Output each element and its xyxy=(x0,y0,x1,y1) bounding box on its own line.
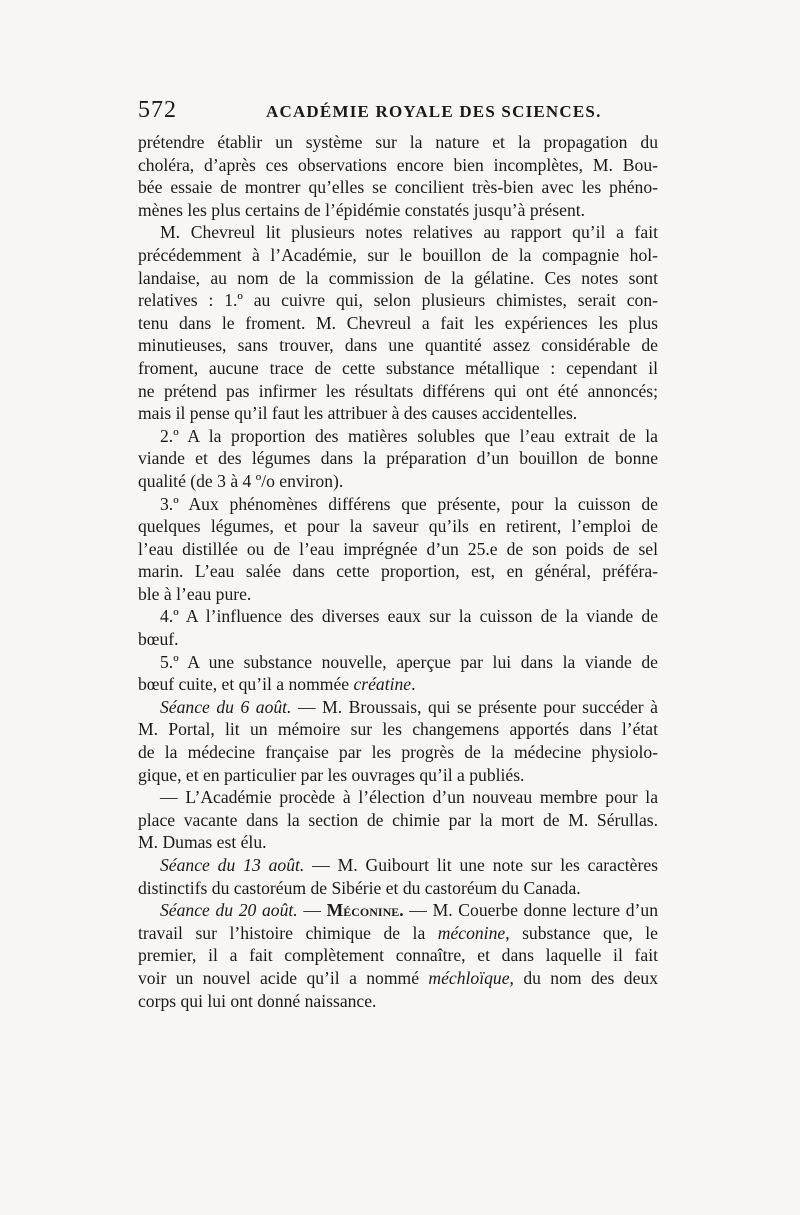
text-line xyxy=(138,447,658,470)
text-run: — M. Couerbe donne lecture d’un xyxy=(403,900,658,921)
text-run: M. Dumas est élu. xyxy=(138,832,267,853)
text-run: 3.º Aux phénomènes différens que présente, pour la cuisson de xyxy=(160,493,658,514)
text-line xyxy=(138,131,658,154)
text-run: qualité (de 3 à 4 º/o environ). xyxy=(138,470,344,491)
text-run: Séance du 13 août. xyxy=(160,855,305,875)
text-run: créatine xyxy=(353,674,412,695)
text-run: Séance du 20 août. xyxy=(160,900,298,921)
text-run: 2.º A la proportion des matières solubles que l’eau extrait de la xyxy=(160,425,658,446)
text-line xyxy=(138,673,658,696)
text-run: distinctifs du castoréum de Sibérie et du castoréum du Canada. xyxy=(138,877,581,898)
text-line xyxy=(138,199,658,222)
text-run: premier, il a fait complètement connaître, et dans laquelle il fait xyxy=(138,945,658,966)
text-line xyxy=(138,764,658,787)
text-run: minutieuses, sans trouver, dans une quantité assez considérable de xyxy=(138,335,658,356)
text-run: Séance du 6 août. xyxy=(160,696,292,717)
text-run: de la médecine française par les progrès de la médecine physiolo- xyxy=(138,742,658,763)
text-line xyxy=(138,312,658,335)
text-run: corps qui lui ont donné naissance. xyxy=(138,990,377,1011)
text-run: — M. Broussais, qui se présente pour succéder à xyxy=(291,696,658,717)
text-run: ne prétend pas infirmer les résultats différens qui ont été annoncés; xyxy=(138,380,658,401)
text-line xyxy=(138,786,658,809)
text-line xyxy=(138,221,658,244)
text-run: bée essaie de montrer qu’elles se concilient très-bien avec les phéno- xyxy=(138,177,658,198)
text-line xyxy=(138,267,658,290)
text-line xyxy=(138,154,658,177)
text-run: bœuf cuite, et qu’il a nommée xyxy=(138,674,354,695)
running-title: ACADÉMIE ROYALE DES SCIENCES. xyxy=(266,102,602,121)
text-run: l’eau distillée ou de l’eau imprégnée d’un 25.e de son poids de sel xyxy=(138,538,658,559)
text-run: — M. Guibourt lit une note sur les caractères xyxy=(304,855,658,875)
text-line xyxy=(138,538,658,561)
text-run: relatives : 1.º au cuivre qui, selon plusieurs chimistes, serait con- xyxy=(138,290,658,311)
text-run: place vacante dans la section de chimie par la mort de M. Sérullas. xyxy=(138,809,658,830)
text-line xyxy=(138,470,658,493)
text-run: . xyxy=(411,674,416,695)
text-line xyxy=(138,990,658,1013)
text-run: 5.º A une substance nouvelle, aperçue par lui dans la viande de xyxy=(160,651,658,672)
text-line xyxy=(138,176,658,199)
text-run: méchloïque xyxy=(428,967,510,988)
text-run: marin. L’eau salée dans cette proportion, est, en général, préféra- xyxy=(138,561,658,582)
text-run: prétendre établir un système sur la nature et la propagation du xyxy=(138,132,658,152)
text-line xyxy=(138,357,658,380)
page-number: 572 xyxy=(138,97,177,123)
text-run: gique, et en particulier par les ouvrages qu’il a publiés. xyxy=(138,764,525,785)
text-line xyxy=(138,515,658,538)
text-line xyxy=(138,560,658,583)
text-line xyxy=(138,877,658,900)
text-run: choléra, d’après ces observations encore bien incomplètes, M. Bou- xyxy=(138,154,658,175)
text-run: , substance que, le xyxy=(505,922,658,943)
text-line xyxy=(138,244,658,267)
text-line xyxy=(138,922,658,945)
text-run: — xyxy=(297,900,327,921)
text-line xyxy=(138,583,658,606)
text-run: mais il pense qu’il faut les attribuer à des causes accidentelles. xyxy=(138,403,578,424)
text-line xyxy=(138,967,658,990)
text-run: précédemment à l’Académie, sur le bouillon de la compagnie hol- xyxy=(138,244,658,265)
text-line xyxy=(138,380,658,403)
text-line xyxy=(138,831,658,854)
text-run: mènes les plus certains de l’épidémie constatés jusqu’à présent. xyxy=(138,199,586,220)
text-run: voir un nouvel acide qu’il a nommé xyxy=(138,967,429,988)
text-line xyxy=(138,493,658,516)
text-line xyxy=(138,718,658,741)
text-run: travail sur l’histoire chimique de la xyxy=(138,922,438,943)
text-line xyxy=(138,899,658,922)
text-run: landaise, au nom de la commission de la gélatine. Ces notes sont xyxy=(138,267,658,288)
text-run: viande et des légumes dans la préparation d’un bouillon de bonne xyxy=(138,448,658,469)
text-line xyxy=(138,809,658,832)
text-run: méconine xyxy=(437,922,506,943)
text-run: bœuf. xyxy=(138,629,179,650)
body-text xyxy=(138,131,658,1012)
text-run: quelques légumes, et pour la saveur qu’ils en retirent, l’emploi de xyxy=(138,516,658,537)
text-run: , du nom des deux xyxy=(509,967,658,988)
text-line xyxy=(138,741,658,764)
text-line xyxy=(138,334,658,357)
text-run: froment, aucune trace de cette substance métallique : cependant il xyxy=(138,357,658,378)
text-run: ble à l’eau pure. xyxy=(138,583,252,604)
text-run: — L’Académie procède à l’élection d’un nouveau membre pour la xyxy=(160,787,658,808)
text-line xyxy=(138,628,658,651)
text-line xyxy=(138,605,658,628)
page-header xyxy=(138,97,658,127)
text-run: Méconine. xyxy=(326,900,404,921)
text-line xyxy=(138,696,658,719)
text-line xyxy=(138,402,658,425)
text-line xyxy=(138,944,658,967)
text-run: 4.º A l’influence des diverses eaux sur la cuisson de la viande de xyxy=(160,606,658,627)
text-run: M. Portal, lit un mémoire sur les changemens apportés dans l’état xyxy=(138,719,658,740)
text-line xyxy=(138,289,658,312)
text-line xyxy=(138,854,658,877)
text-run: tenu dans le froment. M. Chevreul a fait les expériences les plus xyxy=(138,312,658,333)
text-run: M. Chevreul lit plusieurs notes relatives au rapport qu’il a fait xyxy=(160,222,658,243)
text-line xyxy=(138,425,658,448)
text-line xyxy=(138,651,658,674)
